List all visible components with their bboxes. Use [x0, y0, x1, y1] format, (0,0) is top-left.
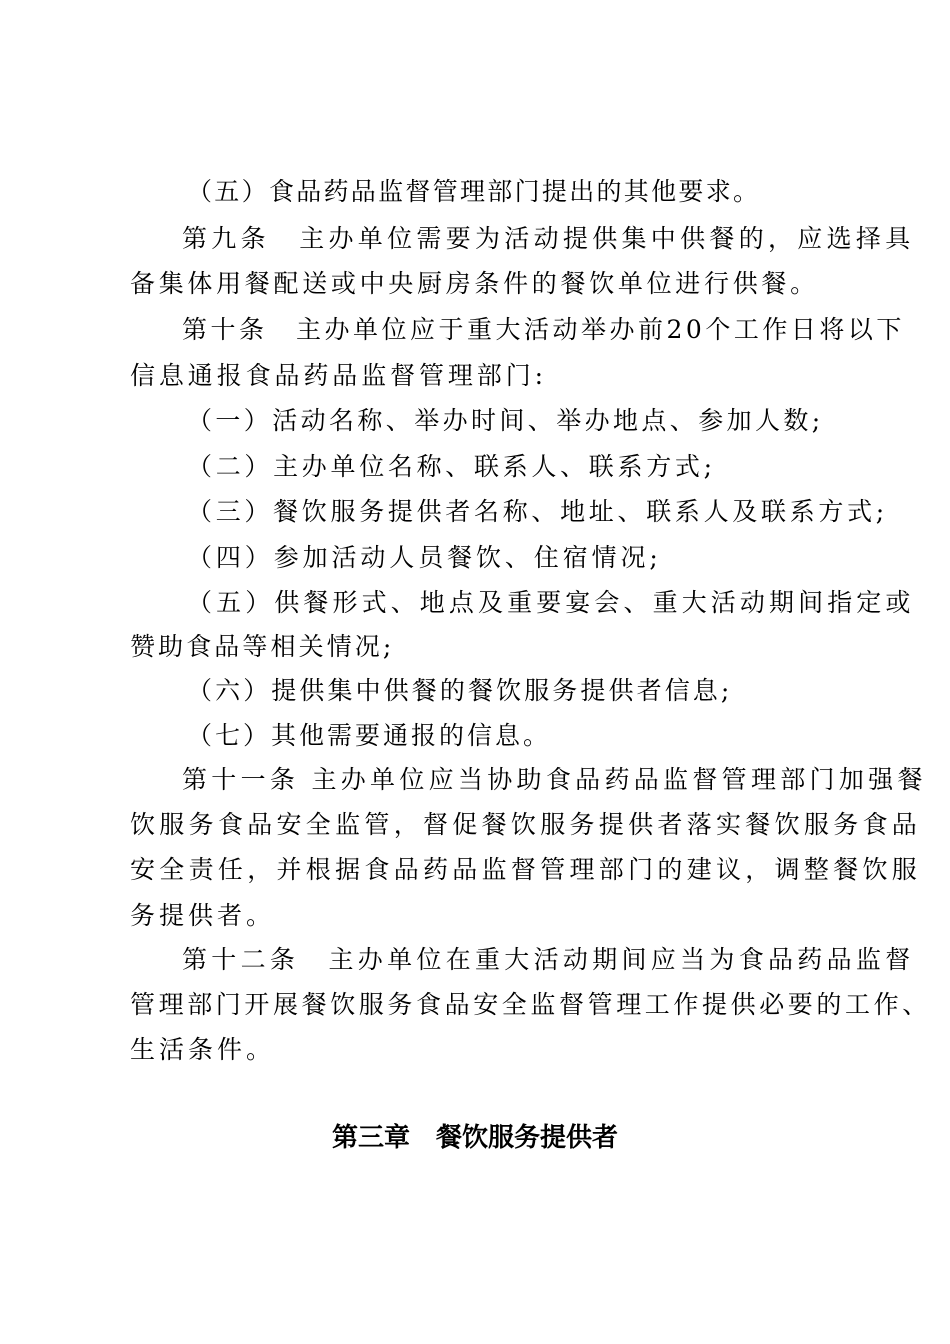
text-line: 赞助食品等相关情况;: [130, 632, 395, 661]
text-line: 务提供者。: [130, 901, 276, 930]
text-line: 信息通报食品药品监督管理部门:: [130, 361, 547, 390]
text-line: （一）活动名称、举办时间、举办地点、参加人数;: [187, 406, 824, 435]
text-line: （二）主办单位名称、联系人、联系方式;: [187, 452, 716, 481]
text-line: （七）其他需要通报的信息。: [187, 721, 552, 750]
text-line: （三）餐饮服务提供者名称、地址、联系人及联系方式;: [187, 497, 888, 526]
text-line: 第九条 主办单位需要为活动提供集中供餐的，应选择具: [182, 224, 915, 253]
text-line: 第十条 主办单位应于重大活动举办前20个工作日将以下: [182, 315, 905, 344]
text-line: 饮服务食品安全监管，督促餐饮服务提供者落实餐饮服务食品: [130, 810, 922, 839]
chapter-heading: 第三章 餐饮服务提供者: [331, 1123, 618, 1153]
text-line: 备集体用餐配送或中央厨房条件的餐饮单位进行供餐。: [130, 269, 819, 298]
text-line: 生活条件。: [130, 1035, 276, 1064]
text-line: （五）食品药品监督管理部门提出的其他要求。: [187, 177, 761, 206]
text-line: （五）供餐形式、地点及重要宴会、重大活动期间指定或: [187, 588, 915, 617]
text-line: （六）提供集中供餐的餐饮服务提供者信息;: [187, 676, 733, 705]
text-line: （四）参加活动人员餐饮、住宿情况;: [187, 543, 662, 572]
text-line: 安全责任，并根据食品药品监督管理部门的建议，调整餐饮服: [130, 855, 922, 884]
text-line: 第十二条 主办单位在重大活动期间应当为食品药品监督: [182, 945, 915, 974]
text-line: 第十一条 主办单位应当协助食品药品监督管理部门加强餐: [182, 765, 927, 794]
text-line: 管理部门开展餐饮服务食品安全监督管理工作提供必要的工作、: [130, 990, 931, 1019]
